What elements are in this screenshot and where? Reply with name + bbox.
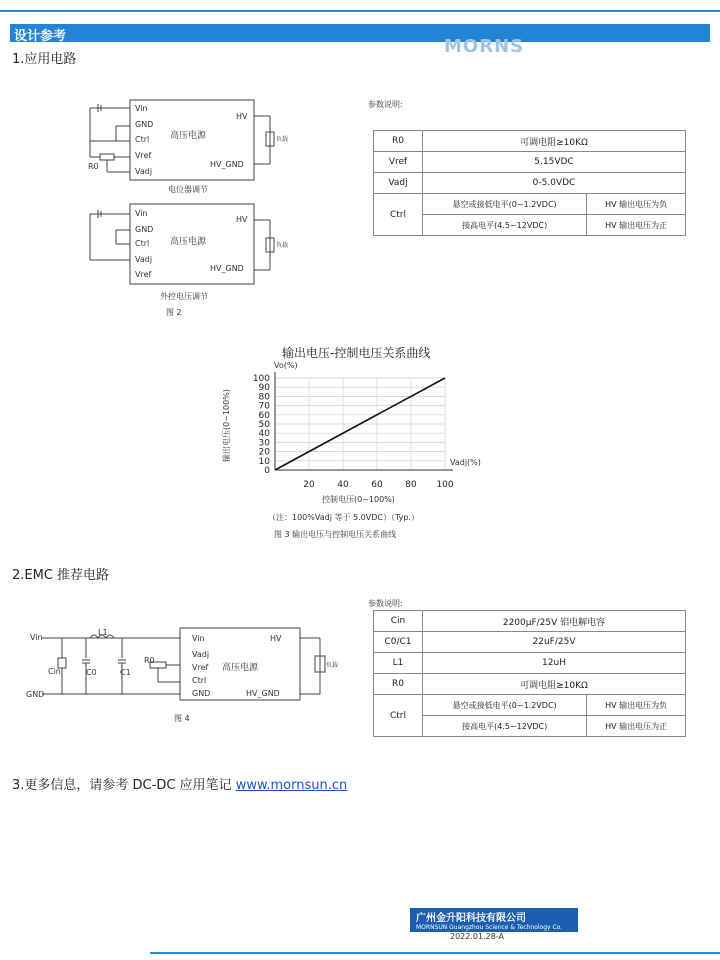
chart-y-label: 输出电压(0~100%) bbox=[221, 389, 231, 462]
y-tick-label: 30 bbox=[258, 438, 270, 449]
chart-note: （注：100%Vadj 等于 5.0VDC）（Typ.） bbox=[268, 513, 419, 522]
table-row: 接高电平(4.5~12VDC) HV 输出电压为正 bbox=[374, 716, 686, 737]
pin-gnd: GND bbox=[135, 120, 154, 129]
section-header-bar bbox=[10, 24, 710, 42]
heading-emc-circuit: 2.EMC 推荐电路 bbox=[12, 568, 110, 583]
table-row: Cin 2200μF/25V 铝电解电容 bbox=[374, 611, 686, 632]
stamp-line-1: 广州金升阳科技有限公司 bbox=[416, 913, 526, 924]
emc-cin-label: Cin bbox=[48, 667, 61, 676]
pin-vin: Vin bbox=[135, 209, 148, 218]
more-info-text: 3.更多信息，请参考 DC-DC 应用笔记 bbox=[12, 778, 232, 793]
x-tick-label: 20 bbox=[303, 480, 315, 490]
pin-hv: HV bbox=[236, 215, 248, 224]
table-row: C0/C1 22uF/25V bbox=[374, 632, 686, 653]
x-tick-label: 100 bbox=[436, 480, 454, 490]
table-row: Ctrl 悬空或接低电平(0~1.2VDC) HV 输出电压为负 bbox=[374, 695, 686, 716]
figure4-caption: 图 4 bbox=[174, 714, 190, 723]
bottom-rule bbox=[150, 952, 720, 954]
params1-label: 参数说明: bbox=[368, 100, 403, 109]
emc-vin-label: Vin bbox=[30, 633, 43, 642]
y-tick-label: 40 bbox=[258, 429, 270, 440]
chart-title: 输出电压-控制电压关系曲线 bbox=[282, 346, 431, 360]
heading-application-circuit: 1.应用电路 bbox=[12, 52, 77, 67]
table-row: R0 可调电阻≥10KΩ bbox=[374, 131, 686, 152]
params1-table bbox=[373, 130, 686, 236]
emc-c0-label: C0 bbox=[86, 668, 97, 677]
chart-x-unit: Vadj(%) bbox=[450, 458, 481, 467]
emc-l1-label: L1 bbox=[98, 628, 108, 637]
circuit-diagram-potentiometer bbox=[80, 96, 300, 196]
chart-plot bbox=[240, 370, 500, 505]
module-label: 高压电源 bbox=[170, 237, 207, 247]
mornsun-link[interactable]: www.mornsun.cn bbox=[235, 778, 348, 793]
stamp-date: 2022.01.28-A bbox=[450, 932, 504, 941]
y-tick-label: 80 bbox=[258, 392, 270, 403]
pin-ctrl: Ctrl bbox=[192, 676, 207, 685]
pin-vadj: Vadj bbox=[192, 650, 210, 659]
y-tick-label: 60 bbox=[258, 410, 270, 421]
emc-gnd-label: GND bbox=[26, 690, 45, 699]
table-row: Ctrl 悬空或接低电平(0~1.2VDC) HV 输出电压为负 bbox=[374, 194, 686, 215]
circuit2-caption: 外控电压调节 bbox=[160, 292, 208, 301]
table-row: L1 12uH bbox=[374, 653, 686, 674]
watermark-text: MORNS bbox=[444, 36, 525, 57]
load-label: 负载 bbox=[276, 242, 289, 249]
more-info-row bbox=[12, 774, 347, 793]
figure3-caption: 图 3 输出电压与控制电压关系曲线 bbox=[274, 530, 397, 539]
emc-circuit-diagram bbox=[30, 622, 340, 712]
y-tick-label: 50 bbox=[258, 420, 270, 430]
pin-hv-gnd: HV_GND bbox=[210, 264, 244, 273]
stamp-line-2: MORNSUN Guangzhou Science & Technology Co. bbox=[416, 924, 563, 931]
module-label: 高压电源 bbox=[170, 131, 207, 141]
r0-label: R0 bbox=[88, 162, 99, 171]
y-tick-label: 0 bbox=[264, 466, 270, 476]
params2-label: 参数说明: bbox=[368, 599, 403, 608]
x-tick-label: 60 bbox=[371, 480, 383, 490]
y-tick-label: 70 bbox=[258, 401, 270, 412]
pin-vref: Vref bbox=[135, 151, 152, 160]
figure2-caption: 图 2 bbox=[166, 308, 182, 317]
company-stamp bbox=[410, 908, 578, 932]
y-tick-label: 20 bbox=[258, 447, 270, 458]
pin-vref: Vref bbox=[192, 663, 209, 672]
pin-vin: Vin bbox=[135, 104, 148, 113]
section-title: 设计参考 bbox=[14, 29, 67, 44]
y-tick-label: 100 bbox=[252, 374, 270, 384]
table-row: 接高电平(4.5~12VDC) HV 输出电压为正 bbox=[374, 215, 686, 236]
module-label: 高压电源 bbox=[222, 663, 259, 673]
pin-ctrl: Ctrl bbox=[135, 135, 150, 144]
pin-hv: HV bbox=[270, 634, 282, 643]
y-tick-label: 90 bbox=[258, 383, 270, 394]
pin-vadj: Vadj bbox=[135, 167, 153, 176]
x-tick-label: 80 bbox=[405, 480, 417, 490]
pin-vin: Vin bbox=[192, 634, 205, 643]
chart-y-unit: Vo(%) bbox=[274, 361, 298, 370]
pin-hv: HV bbox=[236, 112, 248, 121]
pin-gnd: GND bbox=[192, 689, 211, 698]
load-label: 负载 bbox=[326, 662, 339, 669]
y-tick-label: 10 bbox=[258, 456, 270, 467]
pin-hv-gnd: HV_GND bbox=[210, 160, 244, 169]
params2-table bbox=[373, 610, 686, 737]
circuit1-caption: 电位器调节 bbox=[168, 185, 208, 194]
emc-c1-label: C1 bbox=[120, 668, 131, 677]
table-row: R0 可调电阻≥10KΩ bbox=[374, 674, 686, 695]
pin-ctrl: Ctrl bbox=[135, 239, 150, 248]
chart-x-label: 控制电压(0~100%) bbox=[322, 495, 395, 504]
emc-r0-label: R0 bbox=[144, 656, 155, 665]
table-row: Vref 5.15VDC bbox=[374, 152, 686, 173]
top-header-bar bbox=[0, 0, 720, 12]
pin-vadj: Vadj bbox=[135, 255, 153, 264]
load-label: 负载 bbox=[276, 136, 289, 143]
pin-gnd: GND bbox=[135, 225, 154, 234]
pin-hv-gnd: HV_GND bbox=[246, 689, 280, 698]
table-row: Vadj 0-5.0VDC bbox=[374, 173, 686, 194]
pin-vref: Vref bbox=[135, 270, 152, 279]
x-tick-label: 40 bbox=[337, 480, 349, 490]
